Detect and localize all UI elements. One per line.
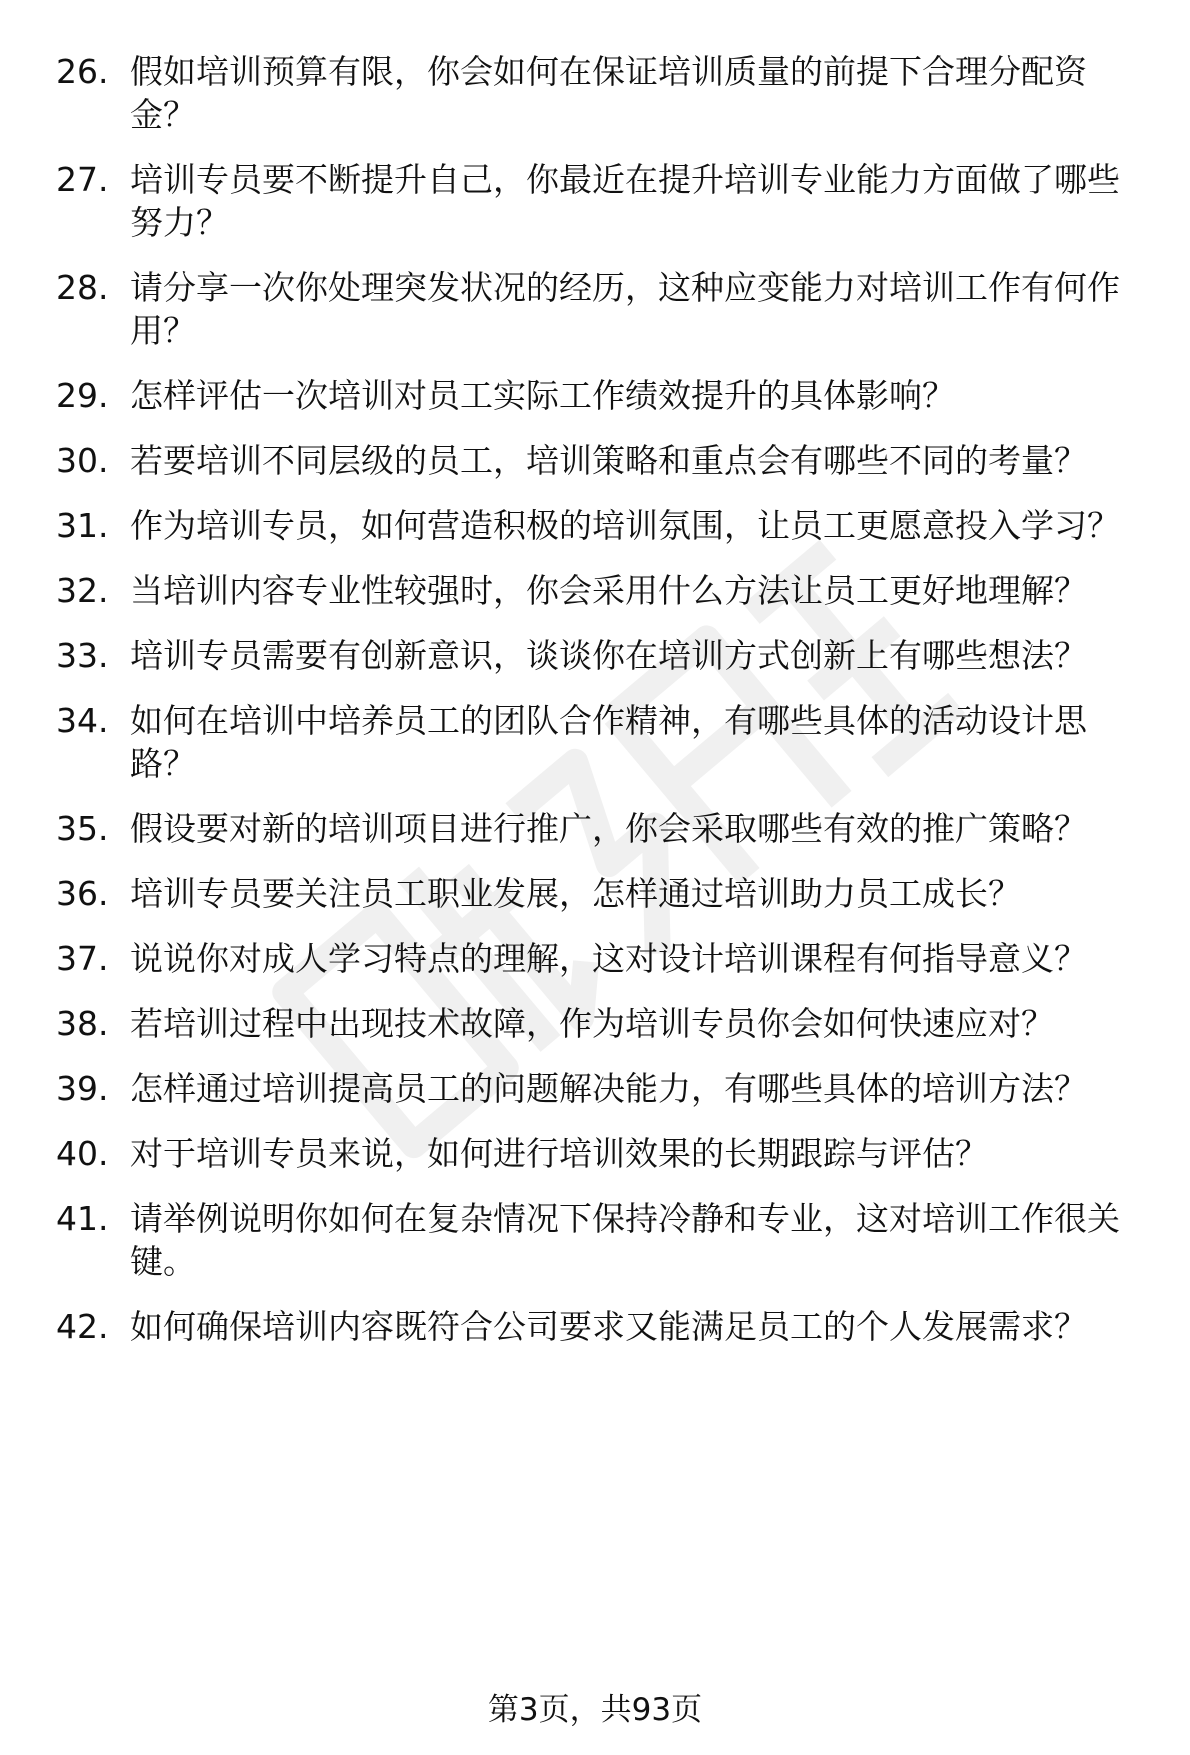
question-text: 假如培训预算有限，你会如何在保证培训质量的前提下合理分配资金？ <box>130 52 1087 134</box>
list-item <box>56 50 1146 136</box>
list-item <box>56 569 1146 612</box>
question-number: 40. <box>56 1134 109 1173</box>
question-number: 42. <box>56 1307 109 1346</box>
question-number: 35. <box>56 809 109 848</box>
question-list <box>56 50 1146 1370</box>
question-text: 培训专员要不断提升自己，你最近在提升培训专业能力方面做了哪些努力？ <box>130 160 1120 242</box>
question-number: 31. <box>56 506 109 545</box>
question-text: 若培训过程中出现技术故障，作为培训专员你会如何快速应对？ <box>130 1004 1054 1043</box>
question-number: 30. <box>56 441 109 480</box>
question-text: 说说你对成人学习特点的理解，这对设计培训课程有何指导意义？ <box>130 939 1087 978</box>
question-text: 如何在培训中培养员工的团队合作精神，有哪些具体的活动设计思路？ <box>130 701 1087 783</box>
list-item <box>56 937 1146 980</box>
question-number: 29. <box>56 376 109 415</box>
question-number: 37. <box>56 939 109 978</box>
list-item <box>56 807 1146 850</box>
question-text: 请分享一次你处理突发状况的经历，这种应变能力对培训工作有何作用？ <box>130 268 1120 350</box>
question-text: 当培训内容专业性较强时，你会采用什么方法让员工更好地理解？ <box>130 571 1087 610</box>
list-item <box>56 634 1146 677</box>
question-text: 培训专员要关注员工职业发展，怎样通过培训助力员工成长？ <box>130 874 1021 913</box>
list-item <box>56 158 1146 244</box>
question-text: 假设要对新的培训项目进行推广，你会采取哪些有效的推广策略？ <box>130 809 1087 848</box>
question-number: 34. <box>56 701 109 740</box>
list-item <box>56 439 1146 482</box>
question-number: 27. <box>56 160 109 199</box>
question-number: 39. <box>56 1069 109 1108</box>
list-item <box>56 1067 1146 1110</box>
question-text: 如何确保培训内容既符合公司要求又能满足员工的个人发展需求？ <box>130 1307 1087 1346</box>
question-text: 请举例说明你如何在复杂情况下保持冷静和专业，这对培训工作很关键。 <box>130 1199 1120 1281</box>
question-text: 怎样通过培训提高员工的问题解决能力，有哪些具体的培训方法？ <box>130 1069 1087 1108</box>
list-item <box>56 1002 1146 1045</box>
list-item <box>56 1132 1146 1175</box>
question-number: 41. <box>56 1199 109 1238</box>
list-item <box>56 504 1146 547</box>
list-item <box>56 374 1146 417</box>
list-item <box>56 872 1146 915</box>
question-number: 36. <box>56 874 109 913</box>
question-text: 怎样评估一次培训对员工实际工作绩效提升的具体影响？ <box>130 376 955 415</box>
page-number-label: 第3页，共93页 <box>487 1692 703 1728</box>
question-text: 培训专员需要有创新意识，谈谈你在培训方式创新上有哪些想法？ <box>130 636 1087 675</box>
question-text: 作为培训专员，如何营造积极的培训氛围，让员工更愿意投入学习？ <box>130 506 1120 545</box>
list-item <box>56 1197 1146 1283</box>
list-item <box>56 1305 1146 1348</box>
page-footer <box>0 1690 1190 1730</box>
question-text: 对于培训专员来说，如何进行培训效果的长期跟踪与评估？ <box>130 1134 988 1173</box>
question-text: 若要培训不同层级的员工，培训策略和重点会有哪些不同的考量？ <box>130 441 1087 480</box>
question-number: 26. <box>56 52 109 91</box>
question-number: 33. <box>56 636 109 675</box>
question-number: 32. <box>56 571 109 610</box>
question-number: 28. <box>56 268 109 307</box>
list-item <box>56 266 1146 352</box>
list-item <box>56 699 1146 785</box>
question-number: 38. <box>56 1004 109 1043</box>
